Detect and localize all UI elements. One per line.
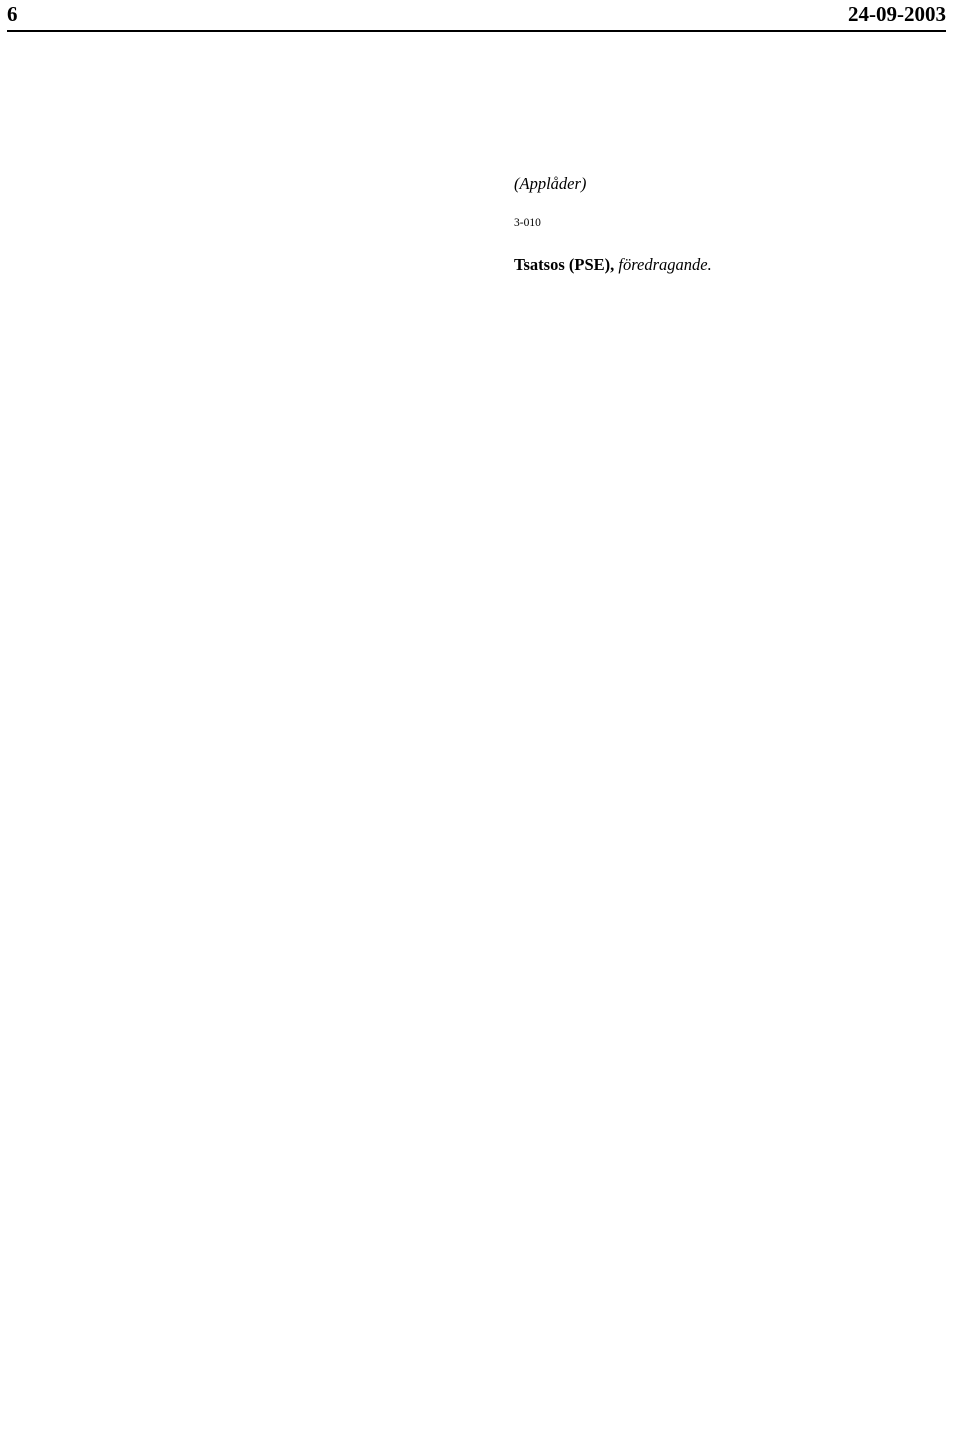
- speaker-paragraph: [514, 254, 954, 276]
- paragraph: [7, 216, 447, 238]
- right-column: [514, 44, 954, 469]
- speaker-name: Tsatsos (PSE),: [514, 255, 615, 274]
- paragraph: [514, 44, 954, 66]
- paragraph: [514, 130, 954, 152]
- paragraph: [514, 297, 954, 319]
- page-header: [7, 0, 946, 32]
- paragraph: [7, 259, 447, 281]
- paragraph: [514, 383, 954, 405]
- paragraph: [514, 340, 954, 362]
- paragraph: [7, 302, 447, 324]
- paragraph: [514, 87, 954, 109]
- left-column: [7, 44, 447, 345]
- paragraph: [7, 87, 447, 109]
- applause-note: (Applåder): [514, 174, 587, 193]
- speaker-role: föredragande.: [618, 255, 712, 274]
- paragraph: [514, 426, 954, 448]
- page-date: 24-09-2003: [848, 2, 946, 26]
- paragraph: [7, 130, 447, 152]
- item-code: 3-010: [514, 217, 541, 229]
- paragraph: [7, 173, 447, 195]
- paragraph: [7, 44, 447, 66]
- page-number: 6: [7, 2, 18, 26]
